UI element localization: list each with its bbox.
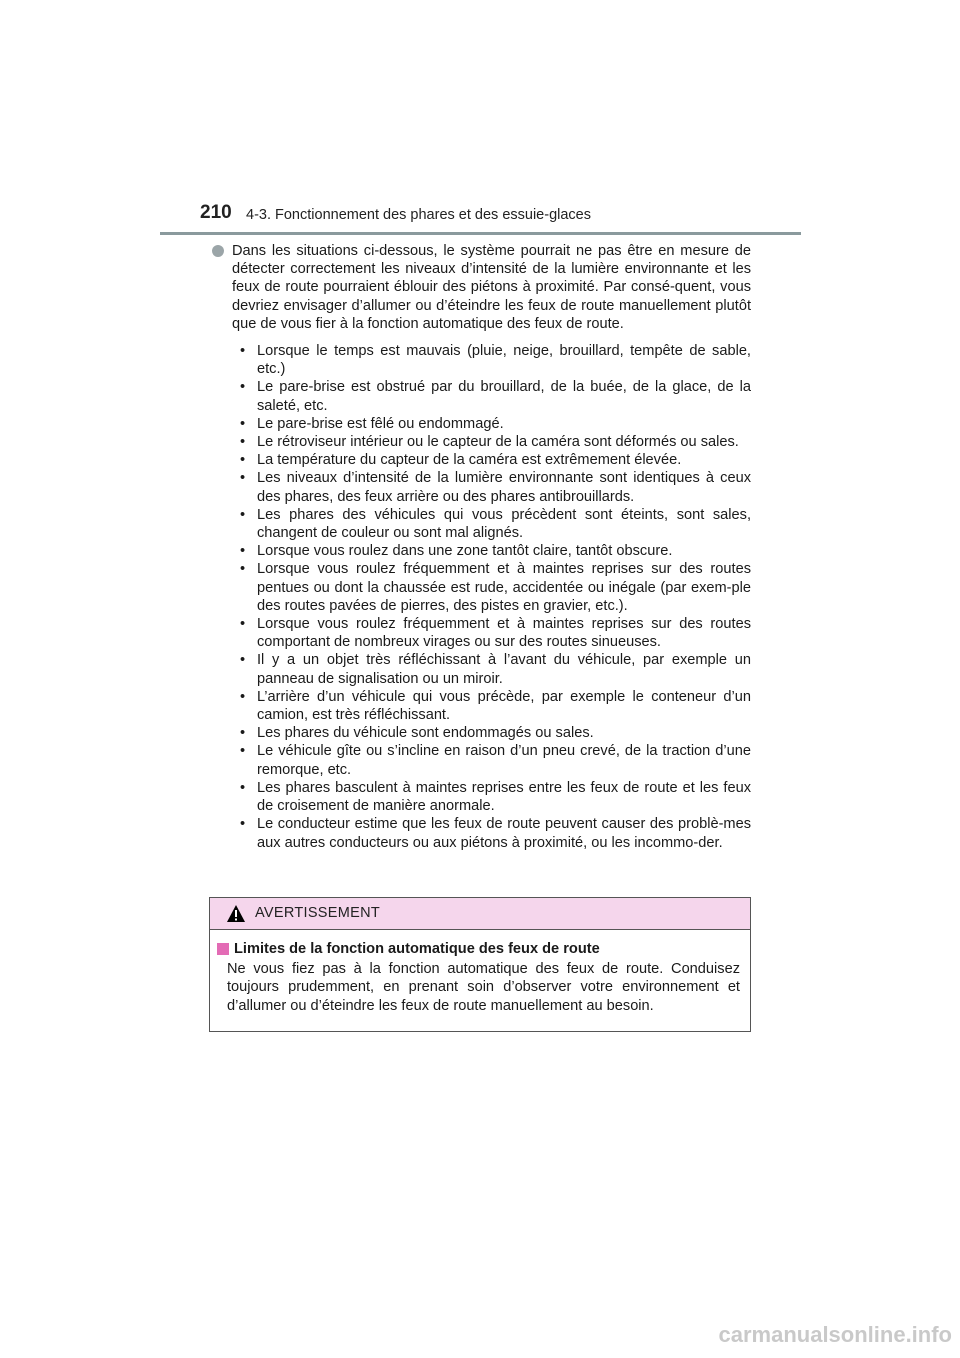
warning-subtitle	[217, 940, 740, 958]
warning-text: Ne vous fiez pas à la fonction automatique des feux de route. Conduisez toujours prudemment, en prenant soin d’observer votre environnement et d’allumer ou d’éteindre les feux de route manuellement au besoin.	[227, 961, 740, 1014]
list-item: • Les phares des véhicules qui vous précèdent sont éteints, sont sales, changent de couleur ou sont mal alignés.	[240, 506, 751, 542]
list-item: • Le pare-brise est obstrué par du brouillard, de la buée, de la glace, de la saleté, etc.	[240, 378, 751, 414]
list-item: • Lorsque vous roulez fréquemment et à maintes reprises sur des routes pentues ou dont la chaussée est rude, accidentée ou inégale (par exem-ple des routes pavées de pierres, des pistes en gravier, etc.).	[240, 560, 751, 615]
list-item: • Les niveaux d’intensité de la lumière environnante sont identiques à ceux des phares, des feux arrière ou des phares antibrouillards.	[240, 469, 751, 505]
list-item: • Les phares du véhicule sont endommagés ou sales.	[240, 724, 751, 742]
main-content	[209, 242, 751, 852]
warning-header	[210, 898, 750, 930]
warning-triangle-icon	[226, 904, 246, 923]
list-item: • Lorsque le temps est mauvais (pluie, neige, brouillard, tempête de sable, etc.)	[240, 342, 751, 378]
conditions-list	[209, 342, 751, 852]
list-item: • Lorsque vous roulez dans une zone tantôt claire, tantôt obscure.	[240, 542, 751, 560]
intro-paragraph	[209, 242, 751, 333]
square-bullet-icon	[217, 943, 229, 955]
round-bullet-icon	[212, 245, 224, 257]
list-item: • Le pare-brise est fêlé ou endommagé.	[240, 415, 751, 433]
header-rule	[160, 232, 801, 235]
watermark[interactable]: carmanualsonline.info	[718, 1322, 952, 1347]
list-item: • Le rétroviseur intérieur ou le capteur de la caméra sont déformés ou sales.	[240, 433, 751, 451]
page-number: 210	[200, 202, 232, 223]
warning-box	[209, 897, 751, 1032]
warning-body	[210, 930, 750, 1015]
warning-title: AVERTISSEMENT	[255, 905, 381, 921]
list-item: • Il y a un objet très réfléchissant à l’avant du véhicule, par exemple un panneau de signalisation ou un miroir.	[240, 651, 751, 687]
intro-text: Dans les situations ci-dessous, le système pourrait ne pas être en mesure de détecter correctement les niveaux d’intensité de la lumière environnante et les feux de route pourraient éblouir des piétons à proximité. Par consé-quent, vous devriez envisager d’allumer ou d’éteindre les feux de route manuellement plutôt que de vous fier à la fonction automatique des feux de route.	[232, 243, 751, 332]
list-item: • Le véhicule gîte ou s’incline en raison d’un pneu crevé, de la traction d’une remorque, etc.	[240, 742, 751, 778]
list-item: • Les phares basculent à maintes reprises entre les feux de route et les feux de croisement de manière anormale.	[240, 779, 751, 815]
warning-subtitle-text: Limites de la fonction automatique des feux de route	[234, 941, 600, 957]
list-item: • La température du capteur de la caméra est extrêmement élevée.	[240, 451, 751, 469]
section-title: 4-3. Fonctionnement des phares et des essuie-glaces	[246, 207, 591, 223]
list-item: • L’arrière d’un véhicule qui vous précède, par exemple le conteneur d’un camion, est très réfléchissant.	[240, 688, 751, 724]
list-item: • Lorsque vous roulez fréquemment et à maintes reprises sur des routes comportant de nombreux virages ou sur des routes sinueuses.	[240, 615, 751, 651]
list-item: • Le conducteur estime que les feux de route peuvent causer des problè-mes aux autres conducteurs ou aux piétons à proximité, ou les incommo-der.	[240, 815, 751, 851]
